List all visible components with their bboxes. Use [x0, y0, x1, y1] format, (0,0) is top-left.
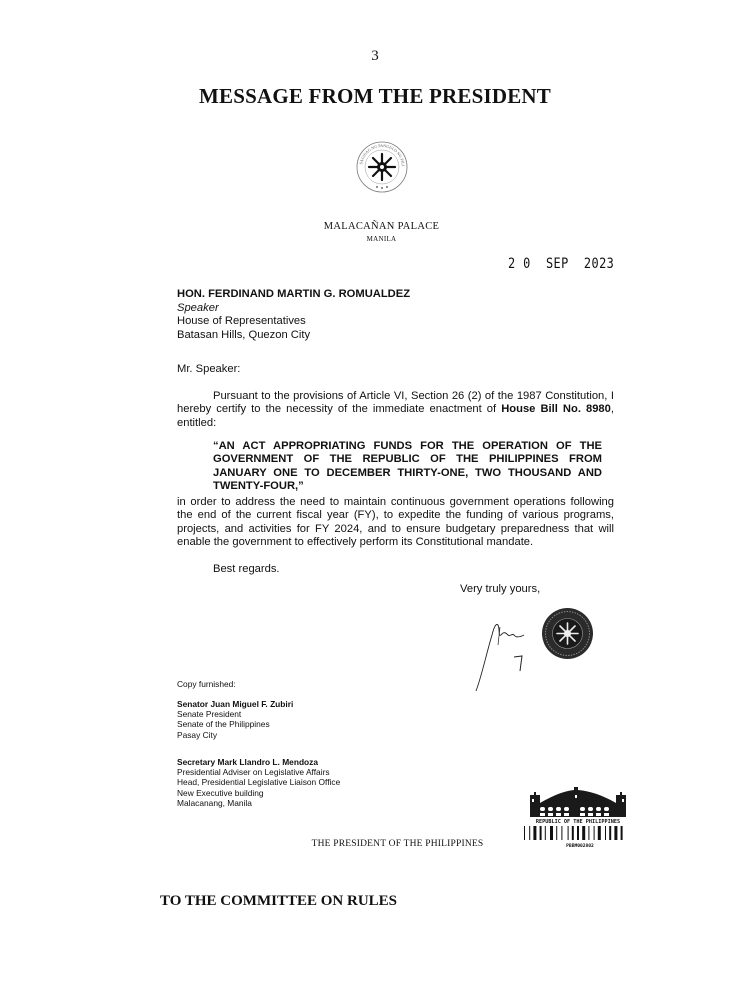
addressee-office: House of Representatives	[177, 315, 306, 328]
barcode-bar	[550, 826, 553, 840]
closing-valediction: Very truly yours,	[460, 583, 541, 595]
para1-text: Pursuant to the provisions of Article VI, Section 26 (2) of the 1987 Constitution, I hereby certify to the necessity of the immediate enactment of	[177, 390, 614, 416]
cc-recipient-name: Senator Juan Miguel F. Zubiri	[177, 699, 294, 709]
addressee-block	[177, 288, 410, 342]
barcode-caption: REPUBLIC OF THE PHILIPPINES	[535, 819, 621, 825]
handwritten-signature-icon	[468, 605, 548, 695]
palace-building-icon	[530, 787, 626, 817]
barcode-bar	[594, 826, 595, 840]
barcode-bar	[556, 826, 557, 840]
date-stamp: 2 0 SEP 2023	[508, 256, 615, 272]
addressee-name: HON. FERDINAND MARTIN G. ROMUALDEZ	[177, 288, 411, 300]
cc-recipient-line: Presidential Adviser on Legislative Affairs	[177, 767, 330, 778]
page-number: 3	[371, 48, 379, 64]
document-title: MESSAGE FROM THE PRESIDENT	[199, 84, 551, 108]
barcode-bar	[540, 826, 542, 840]
palace-name: MALACAÑAN PALACE	[323, 221, 440, 232]
barcode-bar	[561, 826, 562, 840]
cc-recipient	[177, 757, 340, 808]
dry-seal-icon	[541, 607, 594, 660]
closing-regards: Best regards.	[213, 563, 280, 575]
salutation: Mr. Speaker:	[177, 363, 241, 375]
barcode-bar	[533, 826, 536, 840]
palace-city: MANILA	[366, 235, 397, 243]
bill-title: “AN ACT APPROPRIATING FUNDS FOR THE OPERATION OF THE GOVERNMENT OF THE REPUBLIC OF THE PHILIPPINES FROM JANUARY ONE TO DECEMBER THIRTY-ONE, TWO THOUSAND AND TWENTY-FOUR,”	[213, 440, 602, 493]
cc-recipient-line: Pasay City	[177, 729, 218, 740]
cc-recipient-name: Secretary Mark Llandro L. Mendoza	[177, 757, 319, 767]
president-signature-line: THE PRESIDENT OF THE PHILIPPINES	[311, 839, 484, 849]
barcode-bar	[568, 826, 569, 840]
barcode-bar	[588, 826, 589, 840]
bill-number: House Bill No. 8980	[501, 403, 611, 416]
presidential-seal-icon	[355, 140, 409, 194]
barcode-bar	[609, 826, 611, 840]
purpose-paragraph: in order to address the need to maintain continuous government operations following the end of the current fiscal year (FY), to expedite the funding of various programs, projects, and activities for FY 2024, and to ensure budgetary preparedness that will enable the government to effectively perform its Constitutional mandate.	[177, 496, 614, 549]
barcode-bar	[524, 826, 525, 840]
seal-ring-text: SAGISAG NG PANGULO NG PILI	[358, 142, 406, 167]
barcode-bars	[524, 826, 623, 840]
barcode-bar	[577, 826, 579, 840]
cc-recipient-line: Senate of the Philippines	[177, 719, 270, 730]
barcode-bar	[572, 826, 574, 840]
barcode-bar	[582, 826, 585, 840]
barcode-code: PBBM002802	[566, 844, 594, 849]
barcode-bar	[598, 826, 601, 840]
barcode-bar	[529, 826, 530, 840]
para1-end: , entitled:	[177, 403, 614, 429]
referral-note: TO THE COMMITTEE ON RULES	[160, 893, 397, 909]
cc-recipient-line: Senate President	[177, 709, 242, 720]
barcode-bar	[614, 826, 617, 840]
cc-recipient-line: Head, Presidential Legislative Liaison Office	[177, 777, 341, 788]
addressee-address: Batasan Hills, Quezon City	[177, 328, 311, 341]
barcode-bar	[545, 826, 546, 840]
barcode-bar	[621, 826, 623, 840]
cc-recipient-line: New Executive building	[177, 787, 264, 798]
barcode-bar	[605, 826, 606, 840]
addressee-title: Speaker	[177, 301, 219, 314]
certification-paragraph	[177, 390, 614, 430]
copy-furnished-label: Copy furnished:	[177, 679, 236, 689]
cc-recipient-line: Malacanang, Manila	[177, 797, 252, 808]
cc-recipient	[177, 699, 293, 740]
